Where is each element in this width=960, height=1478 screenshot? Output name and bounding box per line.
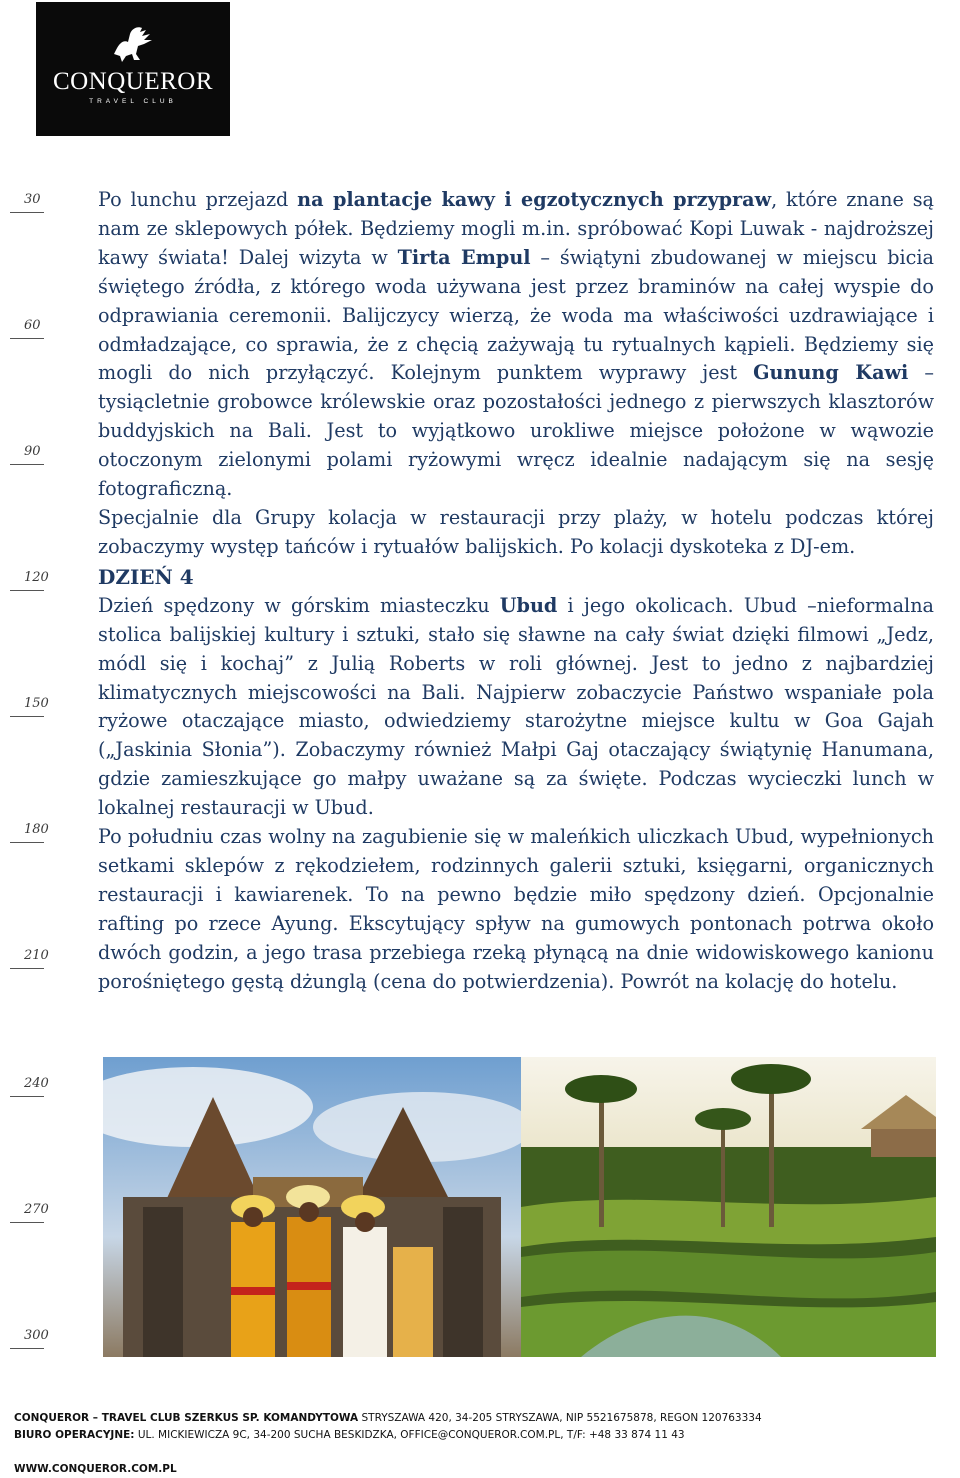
logo-brand-text: CONQUEROR xyxy=(52,68,214,95)
ruler-mark: 180 xyxy=(10,822,44,846)
footer-office-line: BIURO OPERACYJNE: UL. MICKIEWICZA 9C, 34-200 SUCHA BESKIDZKA, OFFICE@CONQUEROR.COM.PL, T/F: +48 33 874 11 43 xyxy=(14,1429,685,1441)
griffin-icon xyxy=(112,24,156,64)
company-logo xyxy=(36,2,230,136)
paragraph-ubud: Dzień spędzony w górskim miasteczku Ubud i jego okolicach. Ubud –nieformalna stolica balijskiej kultury i sztuki, stało się sławne na cały świat dzięki filmowi „Jedz, módl się i kochaj” z Julią Roberts w roli głównej. Jest to jedno z najbardziej klimatycznych miejscowości na Bali. Najpierw zobaczycie Państwo wspaniałe pola ryżowe otaczające miasto, odwiedziemy starożytne miejsce kultu w Goa Gajah („Jaskinia Słonia”). Zobaczymy również Małpi Gaj otaczający świątynię Hanumana, gdzie zamieszkujące go małpy uważane są za święte. Podczas wycieczki lunch w lokalnej restauracji w Ubud. xyxy=(98,593,934,820)
temple-ceremony-photo xyxy=(103,1057,521,1357)
ruler-mark: 210 xyxy=(10,948,44,972)
ruler-mark: 120 xyxy=(10,570,44,594)
ruler-mark: 240 xyxy=(10,1076,44,1100)
footer-company-line: CONQUEROR – TRAVEL CLUB SZERKUS SP. KOMANDYTOWA STRYSZAWA 420, 34-205 STRYSZAWA, NIP 5521675878, REGON 120763334 xyxy=(14,1412,762,1424)
day-heading: DZIEŃ 4 xyxy=(98,564,194,589)
ruler-mark: 270 xyxy=(10,1202,44,1226)
company-footer xyxy=(14,1410,914,1478)
ruler-mark: 30 xyxy=(10,192,44,216)
footer-website-link[interactable]: WWW.CONQUEROR.COM.PL xyxy=(14,1463,177,1475)
ruler-mark: 90 xyxy=(10,444,44,468)
paragraph-coffee-plantation: Po lunchu przejazd na plantacje kawy i egzotycznych przypraw, które znane są nam ze sklepowych półek. Będziemy mogli m.in. spróbować Kopi Luwak - najdroższej kawy świata! Dalej wizyta w Tirta Empul – świątyni zbudowanej w miejscu bicia świętego źródła, z którego woda używana jest przez braminów na całej wyspie do odprawiania ceremonii. Balijczycy wierzą, że woda ma właściwości uzdrawiające i odmładzające, co sprawia, że z chęcią zażywają tu rytualnych kąpieli. Będziemy się mogli do nich przyłączyć. Kolejnym punktem wyprawy jest Gunung Kawi – tysiącletnie grobowce królewskie oraz pozostałości jednego z pierwszych klasztorów buddyjskich na Bali. Jest to wyjątkowo urokliwe miejsce położone w wąwozie otoczonym zielonymi polami ryżowymi wręcz idealnie nadającym się na sesję fotograficzną. xyxy=(98,188,934,501)
itinerary-content xyxy=(98,186,934,996)
paragraph-afternoon: Po południu czas wolny na zagubienie się w maleńkich uliczkach Ubud, wypełnionych setkami sklepów z rękodziełem, rodzinnych galerii sztuki, księgarni, organicznych restauracji i kawiarenek. To na pewno będzie miło spędzony dzień. Opcjonalnie rafting po rzece Ayung. Ekscytujący spływ na gumowych pontonach potrwa około dwóch godzin, a jego trasa przebiega rzeką płynącą na dnie widowiskowego kanionu porośniętego gęstą dżunglą (cena do potwierdzenia). Powrót na kolację do hotelu. xyxy=(98,825,934,993)
paragraph-dinner: Specjalnie dla Grupy kolacja w restauracji przy plaży, w hotelu podczas której zobaczymy występ tańców i rytuałów balijskich. Po kolacji dyskoteka z DJ-em. xyxy=(98,505,934,558)
ruler-mark: 60 xyxy=(10,318,44,342)
ruler-mark: 300 xyxy=(10,1328,44,1352)
logo-sub-text: TRAVEL CLUB xyxy=(89,98,177,105)
ruler-mark: 150 xyxy=(10,696,44,720)
photo-strip xyxy=(103,1057,936,1357)
rice-terraces-photo xyxy=(521,1057,936,1357)
